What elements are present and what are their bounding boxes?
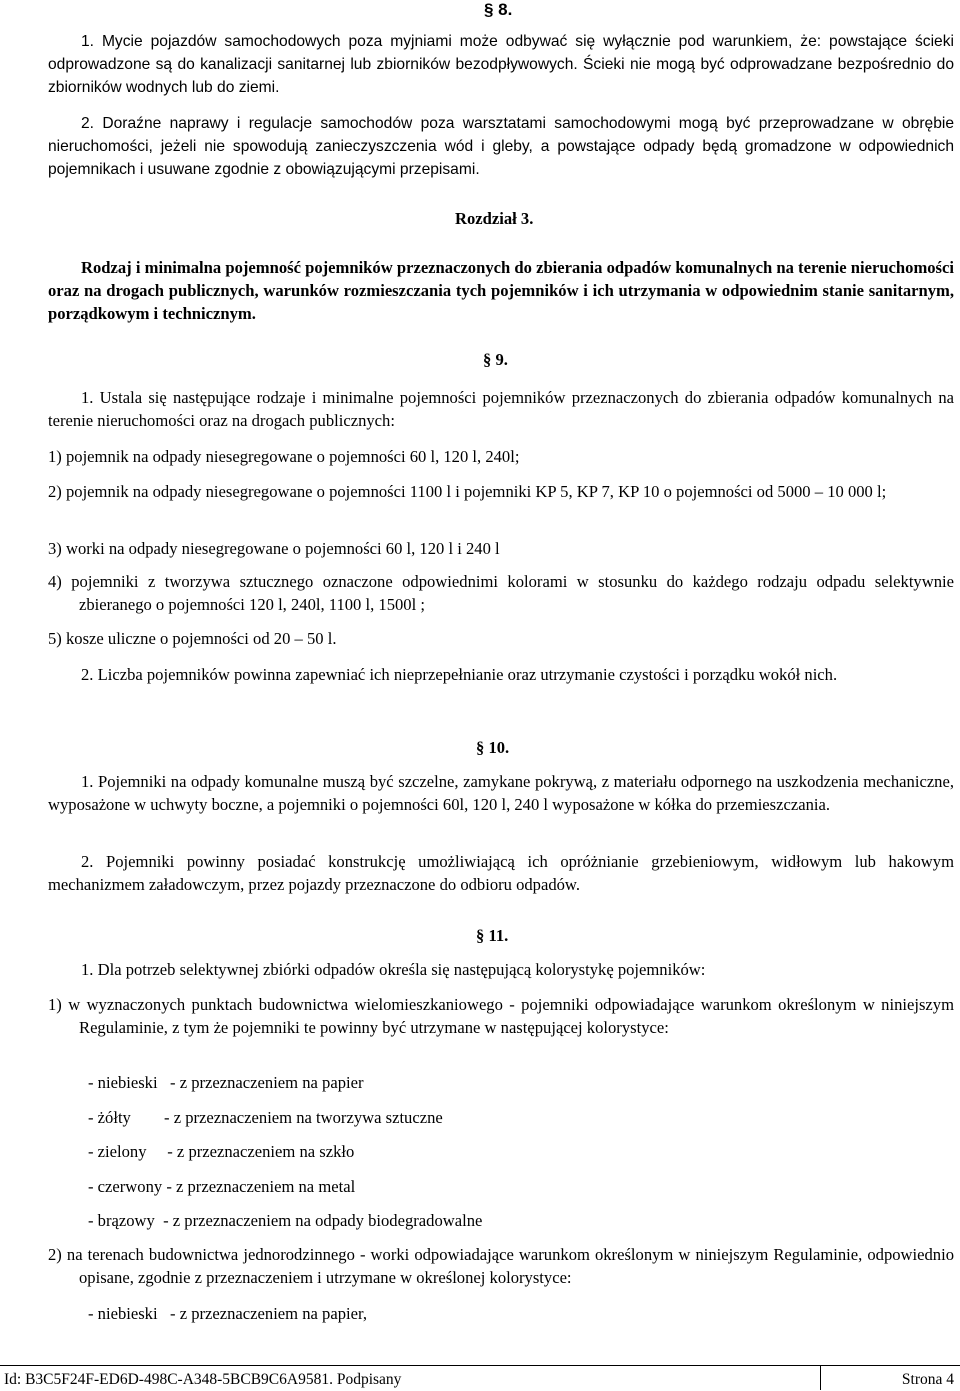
section-9-list-item-2: 2) pojemnik na odpady niesegregowane o pojemności 1100 l i pojemniki KP 5, KP 7, KP 10 o pojemności od 5000 – 10 000 l; bbox=[48, 482, 887, 501]
color-row-yellow: - żółty - z przeznaczeniem na tworzywa sztuczne bbox=[88, 1108, 443, 1127]
section-11-paragraph-1: 1. Dla potrzeb selektywnej zbiórki odpadów określa się następującą kolorystykę pojemników: bbox=[81, 960, 706, 979]
section-9-list-item-4: 4) pojemniki z tworzywa sztucznego oznaczone odpowiednimi kolorami w stosunku do każdego rodzaju odpadu selektywnie zbieranego o pojemności 120 l, 240l, 1100 l, 1500l ; bbox=[48, 572, 954, 614]
color-row-brown: - brązowy - z przeznaczeniem na odpady biodegradowalne bbox=[88, 1211, 483, 1230]
section-11-heading: § 11. bbox=[476, 926, 509, 945]
section-11-list-item-2: 2) na terenach budownictwa jednorodzinnego - worki odpowiadające warunkom określonym w niniejszym Regulaminie, odpowiednio opisane, zgodnie z przeznaczeniem i utrzymane w określonej kolorystyce: bbox=[48, 1245, 954, 1287]
color-row-green: - zielony - z przeznaczeniem na szkło bbox=[88, 1142, 355, 1161]
color-row-blue: - niebieski - z przeznaczeniem na papier bbox=[88, 1073, 364, 1092]
section-9-list-item-5: 5) kosze uliczne o pojemności od 20 – 50 l. bbox=[48, 629, 337, 648]
section-8-heading: § 8. bbox=[484, 0, 513, 19]
chapter-3-subtitle: Rodzaj i minimalna pojemność pojemników przeznaczonych do zbierania odpadów komunalnych na terenie nieruchomości oraz na drogach publicznych, warunków rozmieszczania tych pojemników i ich utrzymania w odpowiednim stanie sanitarnym, porządkowym i technicznym. bbox=[48, 258, 954, 323]
color-row-blue-2: - niebieski - z przeznaczeniem na papier, bbox=[88, 1304, 367, 1323]
section-9-list-item-1: 1) pojemnik na odpady niesegregowane o pojemności 60 l, 120 l, 240l; bbox=[48, 447, 520, 466]
page-footer bbox=[0, 1365, 960, 1389]
section-8-paragraph-2: 2. Doraźne naprawy i regulacje samochodów poza warsztatami samochodowymi mogą być przeprowadzane w obrębie nieruchomości, jeżeli nie spowodują zanieczyszczenia wód i gleby, a powstające odpady będą gromadzone w odpowiednich pojemnikach i usuwane zgodnie z obowiązującymi przepisami. bbox=[48, 115, 954, 178]
section-8-paragraph-1: 1. Mycie pojazdów samochodowych poza myjniami może odbywać się wyłącznie pod warunkiem, że: powstające ścieki odprowadzone są do kanalizacji sanitarnej lub zbiorników bezodpływowych. Ścieki nie mogą być odprowadzane bezpośrednio do zbiorników wodnych lub do ziemi. bbox=[48, 33, 954, 96]
section-10-heading: § 10. bbox=[476, 738, 510, 757]
section-10-paragraph-2: 2. Pojemniki powinny posiadać konstrukcję umożliwiającą ich opróżnianie grzebieniowym, widłowym lub hakowym mechanizmem załadowczym, przez pojazdy przeznaczone do odbioru odpadów. bbox=[48, 852, 954, 894]
document-id: Id: B3C5F24F-ED6D-498C-A348-5BCB9C6A9581. Podpisany bbox=[4, 1371, 402, 1388]
color-row-red: - czerwony - z przeznaczeniem na metal bbox=[88, 1177, 356, 1196]
section-10-paragraph-1: 1. Pojemniki na odpady komunalne muszą być szczelne, zamykane pokrywą, z materiału odpornego na uszkodzenia mechaniczne, wyposażone w uchwyty boczne, a pojemniki o pojemności 60l, 120 l, 240 l wyposażone w kółka do przemieszczania. bbox=[48, 772, 954, 814]
section-11-list-item-1: 1) w wyznaczonych punktach budownictwa wielomieszkaniowego - pojemniki odpowiadające warunkom określonym w niniejszym Regulaminie, z tym że pojemniki te powinny być utrzymane w następującej kolorystyce: bbox=[48, 995, 954, 1037]
section-9-heading: § 9. bbox=[483, 350, 508, 369]
page-number: Strona 4 bbox=[901, 1371, 954, 1388]
chapter-3-title: Rozdział 3. bbox=[455, 209, 534, 228]
section-9-paragraph-2: 2. Liczba pojemników powinna zapewniać ich nieprzepełnianie oraz utrzymanie czystości i porządku wokół nich. bbox=[81, 665, 838, 684]
section-9-list-item-3: 3) worki na odpady niesegregowane o pojemności 60 l, 120 l i 240 l bbox=[48, 539, 500, 558]
section-9-paragraph-1: 1. Ustala się następujące rodzaje i minimalne pojemności pojemników przeznaczonych do zbierania odpadów komunalnych na terenie nieruchomości oraz na drogach publicznych: bbox=[48, 388, 954, 430]
footer-divider bbox=[820, 1366, 821, 1390]
